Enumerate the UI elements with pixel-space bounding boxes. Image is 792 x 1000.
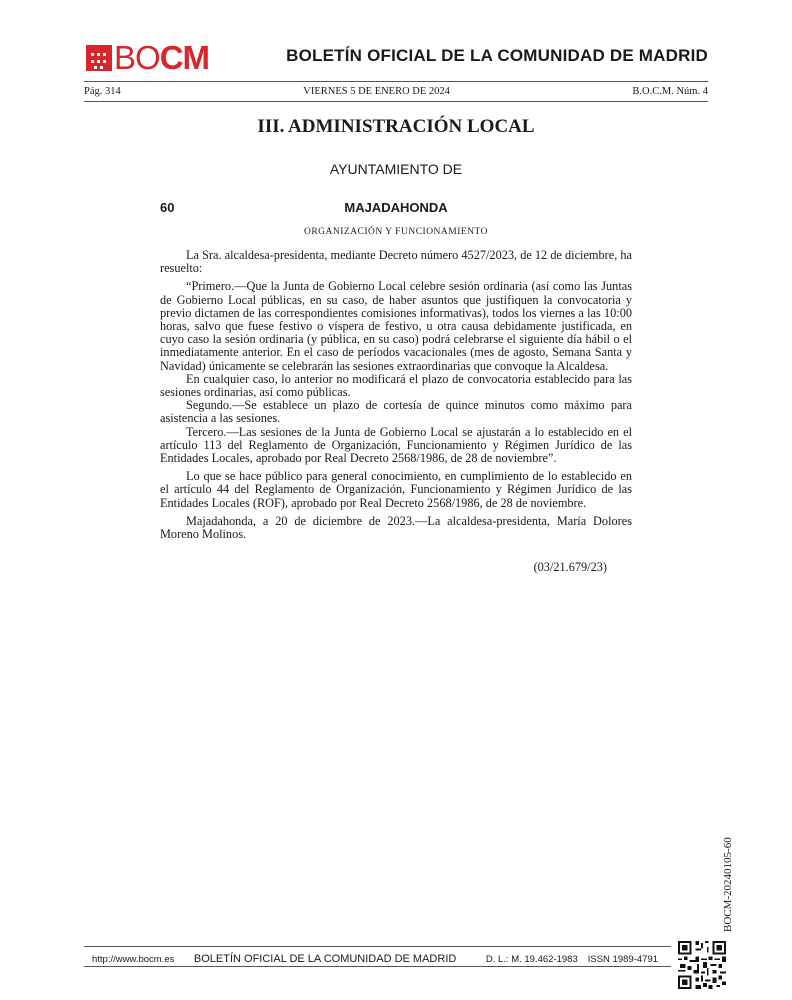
issue-date: VIERNES 5 DE ENERO DE 2024 [303, 86, 450, 97]
subheader-rule [84, 101, 708, 102]
logo-wordmark: BOCM [114, 39, 210, 76]
footer-rule [84, 946, 671, 947]
paragraph: “Primero.—Que la Junta de Gobierno Local celebre sesión ordinaria (así como las Juntas de Gobierno Local públicas, en su caso, de haber asuntos que justifiquen la convocatoria y previo dictamen de las correspondientes comisiones informativas), todos los viernes a las 10:00 horas, salvo que fuese festivo o víspera de festivo, u otra causa debidamente justificada, en cuyo caso la sesión ordinaria (y pública, en su caso) podrá celebrarse el siguiente día hábil o el inmediatamente anterior. En el caso de períodos vacacionales (mes de agosto, Semana Santa y Navidad) únicamente se celebrarán las sesiones extraordinarias que convoque la Alcaldesa. [160, 279, 632, 373]
footer-title: BOLETÍN OFICIAL DE LA COMUNIDAD DE MADRID [193, 953, 457, 965]
issn: ISSN 1989-4791 [587, 954, 658, 965]
page-number: Pág. 314 [84, 86, 121, 97]
qr-code-icon[interactable] [678, 941, 726, 989]
paragraph: Majadahonda, a 20 de diciembre de 2023.—La alcaldesa-presidenta, María Dolores Moreno Molinos. [160, 513, 632, 542]
municipality-name: MAJADAHONDA [344, 200, 448, 215]
website-link[interactable]: http://www.bocm.es [92, 954, 175, 965]
issue-number: B.O.C.M. Núm. 4 [632, 86, 708, 97]
paragraph: Tercero.—Las sesiones de la Junta de Gobierno Local se ajustarán a lo establecido en el artículo 113 del Reglamento de Organización, Funcionamiento y Régimen Jurídico de las Entidades Locales, aprobado por Real Decreto 2568/1986, de 28 de noviembre”. [160, 424, 632, 466]
announcement-body [160, 249, 632, 541]
document-code: BOCM-20240105-60 [722, 837, 734, 932]
bocm-logo [86, 39, 210, 76]
legal-deposit: D. L.: M. 19.462-1983 [485, 954, 578, 965]
header-rule [84, 81, 708, 82]
legal-info [476, 954, 658, 965]
footer [92, 953, 658, 965]
madrid-flag-icon [86, 45, 112, 71]
paragraph: Segundo.—Se establece un plazo de cortesía de quince minutos como máximo para asistencia a las sesiones. [160, 398, 632, 426]
announcement-number: 60 [160, 200, 175, 215]
paragraph: Lo que se hace público para general conocimiento, en cumplimiento de lo establecido en el artículo 44 del Reglamento de Organización, Funcionamiento y Régimen Jurídico de las Entidades Locales (ROF), aprobado por Real Decreto 2568/1986, de 28 de noviembre. [160, 469, 632, 510]
subheader [84, 86, 708, 97]
ayuntamiento-heading: AYUNTAMIENTO DE [329, 161, 463, 177]
announcement-subject: ORGANIZACIÓN Y FUNCIONAMIENTO [303, 227, 489, 237]
paragraph: La Sra. alcaldesa-presidenta, mediante Decreto número 4527/2023, de 12 de diciembre, ha resuelto: [160, 248, 632, 276]
reference-code: (03/21.679/23) [533, 560, 607, 574]
footer-rule-bottom [84, 966, 671, 967]
section-title: III. ADMINISTRACIÓN LOCAL [257, 116, 535, 137]
publication-title: BOLETÍN OFICIAL DE LA COMUNIDAD DE MADRID [286, 46, 708, 65]
paragraph: En cualquier caso, lo anterior no modificará el plazo de convocatoria establecido para las sesiones ordinarias, así como públicas. [160, 371, 632, 400]
